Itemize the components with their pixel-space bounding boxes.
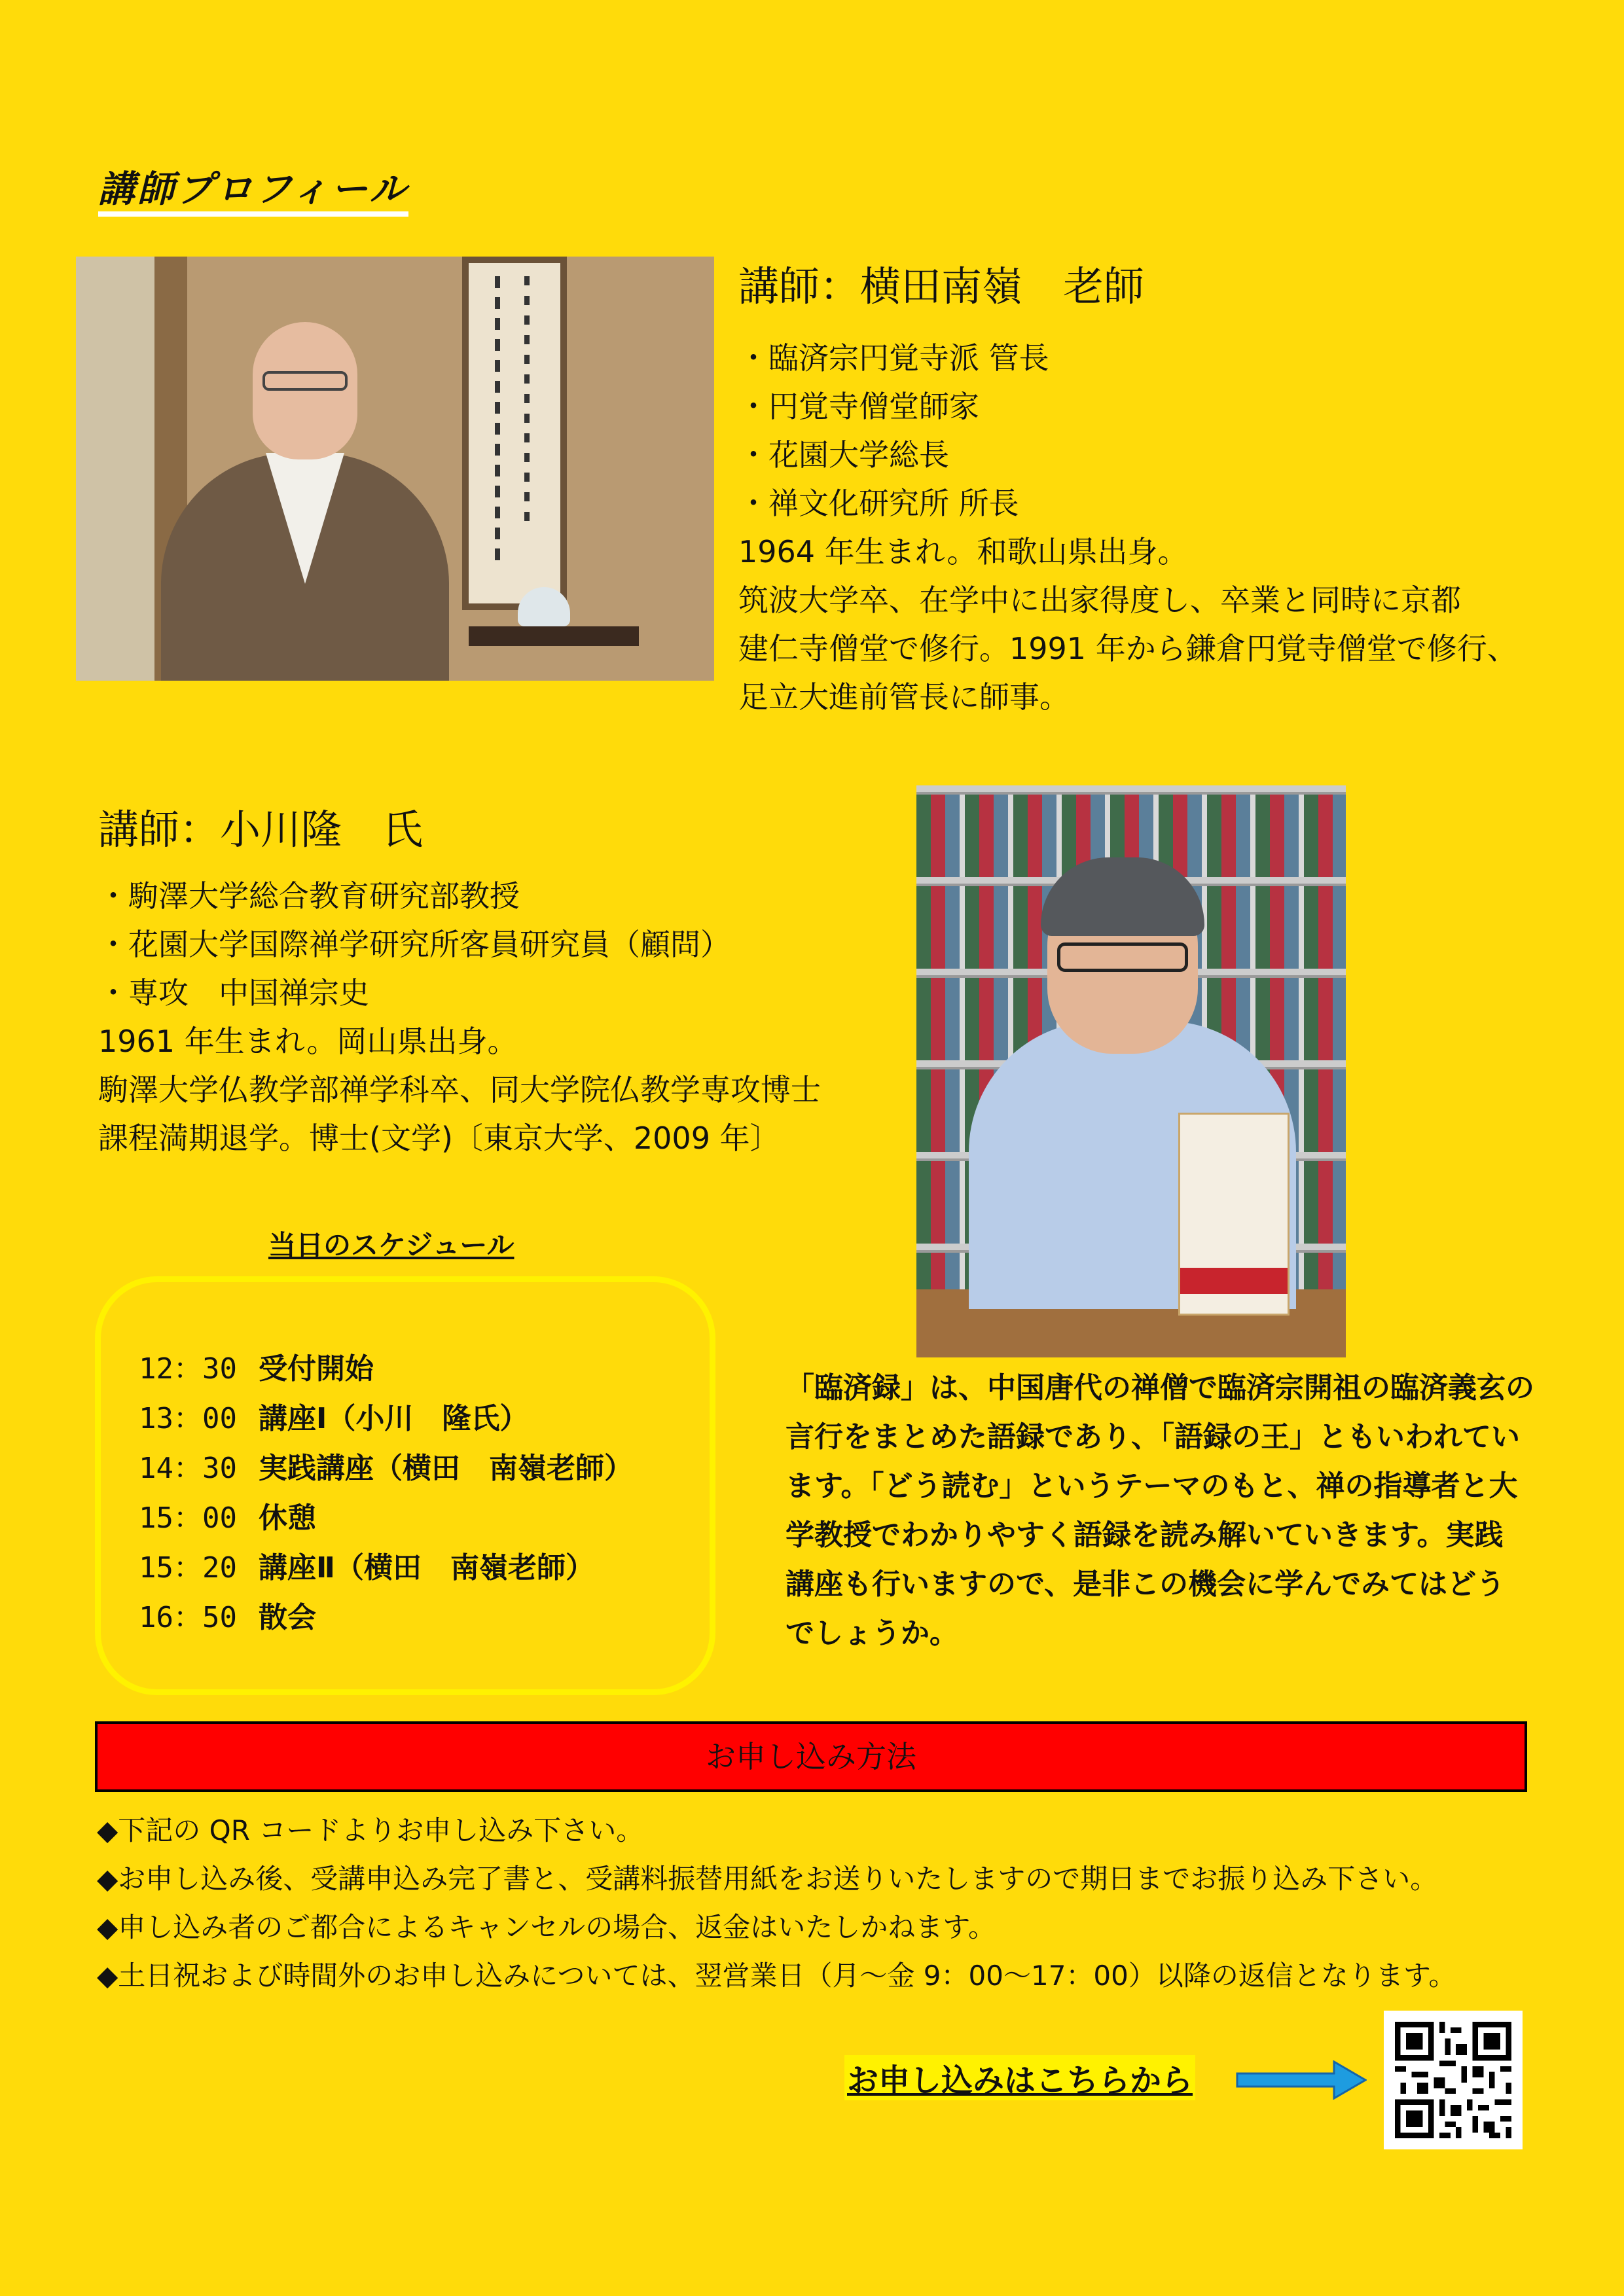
- glasses: [262, 371, 348, 391]
- low-table: [469, 626, 639, 646]
- profile-line: ・専攻 中国禅宗史: [98, 975, 369, 1011]
- schedule-label: 実践講座（横田 南嶺老師）: [259, 1452, 633, 1485]
- schedule-label: 講座Ⅰ（小川 隆氏）: [259, 1402, 529, 1435]
- application-note: ◆土日祝および時間外のお申し込みについては、翌営業日（月～金 9：00～17：00）以降の返信となります。: [97, 1960, 1456, 1992]
- lecturer1-photo: [76, 257, 714, 681]
- schedule-time: 16：50: [139, 1601, 237, 1634]
- profile-line: ・臨済宗円覚寺派 管長: [738, 340, 1049, 376]
- profile-line: 建仁寺僧堂で修行。1991 年から鎌倉円覚寺僧堂で修行、: [738, 631, 1517, 666]
- profile-line: 筑波大学卒、在学中に出家得度し、卒業と同時に京都: [738, 583, 1461, 618]
- profile-line: ・駒澤大学総合教育研究部教授: [98, 878, 520, 914]
- head: [253, 322, 357, 459]
- schedule-time: 15：20: [139, 1551, 237, 1585]
- profile-line: ・花園大学国際禅学研究所客員研究員（顧問）: [98, 927, 731, 962]
- schedule-item: [139, 1444, 633, 1494]
- schedule-time: 15：00: [139, 1501, 237, 1535]
- schedule-title: 当日のスケジュール: [268, 1229, 514, 1261]
- course-description: [785, 1363, 1534, 1658]
- description-line: 言行をまとめた語録であり、「語録の王」ともいわれてい: [785, 1420, 1520, 1454]
- profile-line: 駒澤大学仏教学部禅学科卒、同大学院仏教学専攻博士: [98, 1072, 821, 1107]
- schedule-list: [139, 1344, 633, 1643]
- qr-code-icon[interactable]: [1384, 2011, 1523, 2149]
- profile-line: 課程満期退学。博士(文学)〔東京大学、2009 年〕: [98, 1121, 780, 1156]
- description-line: 講座も行いますので、是非この機会に学んでみてはどう: [785, 1568, 1506, 1601]
- arrow-right-icon: [1236, 2060, 1367, 2100]
- apply-link[interactable]: お申し込みはこちらから: [844, 2055, 1195, 2100]
- schedule-item: [139, 1593, 633, 1643]
- profile-line: ・円覚寺僧堂師家: [738, 389, 979, 424]
- profile-line: ・花園大学総長: [738, 437, 949, 473]
- application-heading: お申し込み方法: [95, 1721, 1527, 1792]
- description-line: ます。「どう読む」というテーマのもと、禅の指導者と大: [785, 1469, 1518, 1503]
- lecturer2-photo: [916, 785, 1346, 1357]
- hanging-scroll: [462, 257, 567, 610]
- lecturer2-title: 講師：小川隆 氏: [98, 806, 424, 853]
- profile-line: 足立大進前管長に師事。: [738, 679, 1070, 715]
- glasses: [1057, 942, 1188, 972]
- book: [1178, 1113, 1290, 1316]
- schedule-label: 受付開始: [259, 1352, 374, 1386]
- schedule-label: 休憩: [259, 1501, 316, 1535]
- schedule-time: 13：00: [139, 1402, 237, 1435]
- profile-line: ・禅文化研究所 所長: [738, 486, 1019, 521]
- section-heading: 講師プロフィール: [98, 160, 408, 217]
- lecturer1-profile: [738, 334, 1517, 721]
- lecturer2-profile: [98, 872, 821, 1162]
- description-line: 「臨済録」は、中国唐代の禅僧で臨済宗開祖の臨済義玄の: [785, 1371, 1534, 1405]
- schedule-item: [139, 1543, 633, 1593]
- schedule-item: [139, 1394, 633, 1444]
- schedule-item: [139, 1344, 633, 1394]
- description-line: でしょうか。: [785, 1617, 958, 1650]
- schedule-time: 14：30: [139, 1452, 237, 1485]
- schedule-time: 12：30: [139, 1352, 237, 1386]
- schedule-label: 散会: [259, 1601, 316, 1634]
- profile-line: 1961 年生まれ。岡山県出身。: [98, 1024, 518, 1059]
- application-note: ◆申し込み者のご都合によるキャンセルの場合、返金はいたしかねます。: [97, 1911, 996, 1943]
- profile-line: 1964 年生まれ。和歌山県出身。: [738, 534, 1188, 569]
- application-notes: [97, 1806, 1456, 2000]
- hair: [1041, 857, 1204, 936]
- lecturer1-title: 講師：横田南嶺 老師: [738, 262, 1145, 310]
- description-line: 学教授でわかりやすく語録を読み解いていきます。実践: [785, 1518, 1504, 1552]
- application-note: ◆お申し込み後、受講申込み完了書と、受講料振替用紙をお送りいたしますので期日までお振り込み下さい。: [97, 1863, 1438, 1895]
- schedule-label: 講座Ⅱ（横田 南嶺老師）: [259, 1551, 594, 1585]
- application-note: ◆下記の QR コードよりお申し込み下さい。: [97, 1814, 644, 1846]
- schedule-item: [139, 1494, 633, 1543]
